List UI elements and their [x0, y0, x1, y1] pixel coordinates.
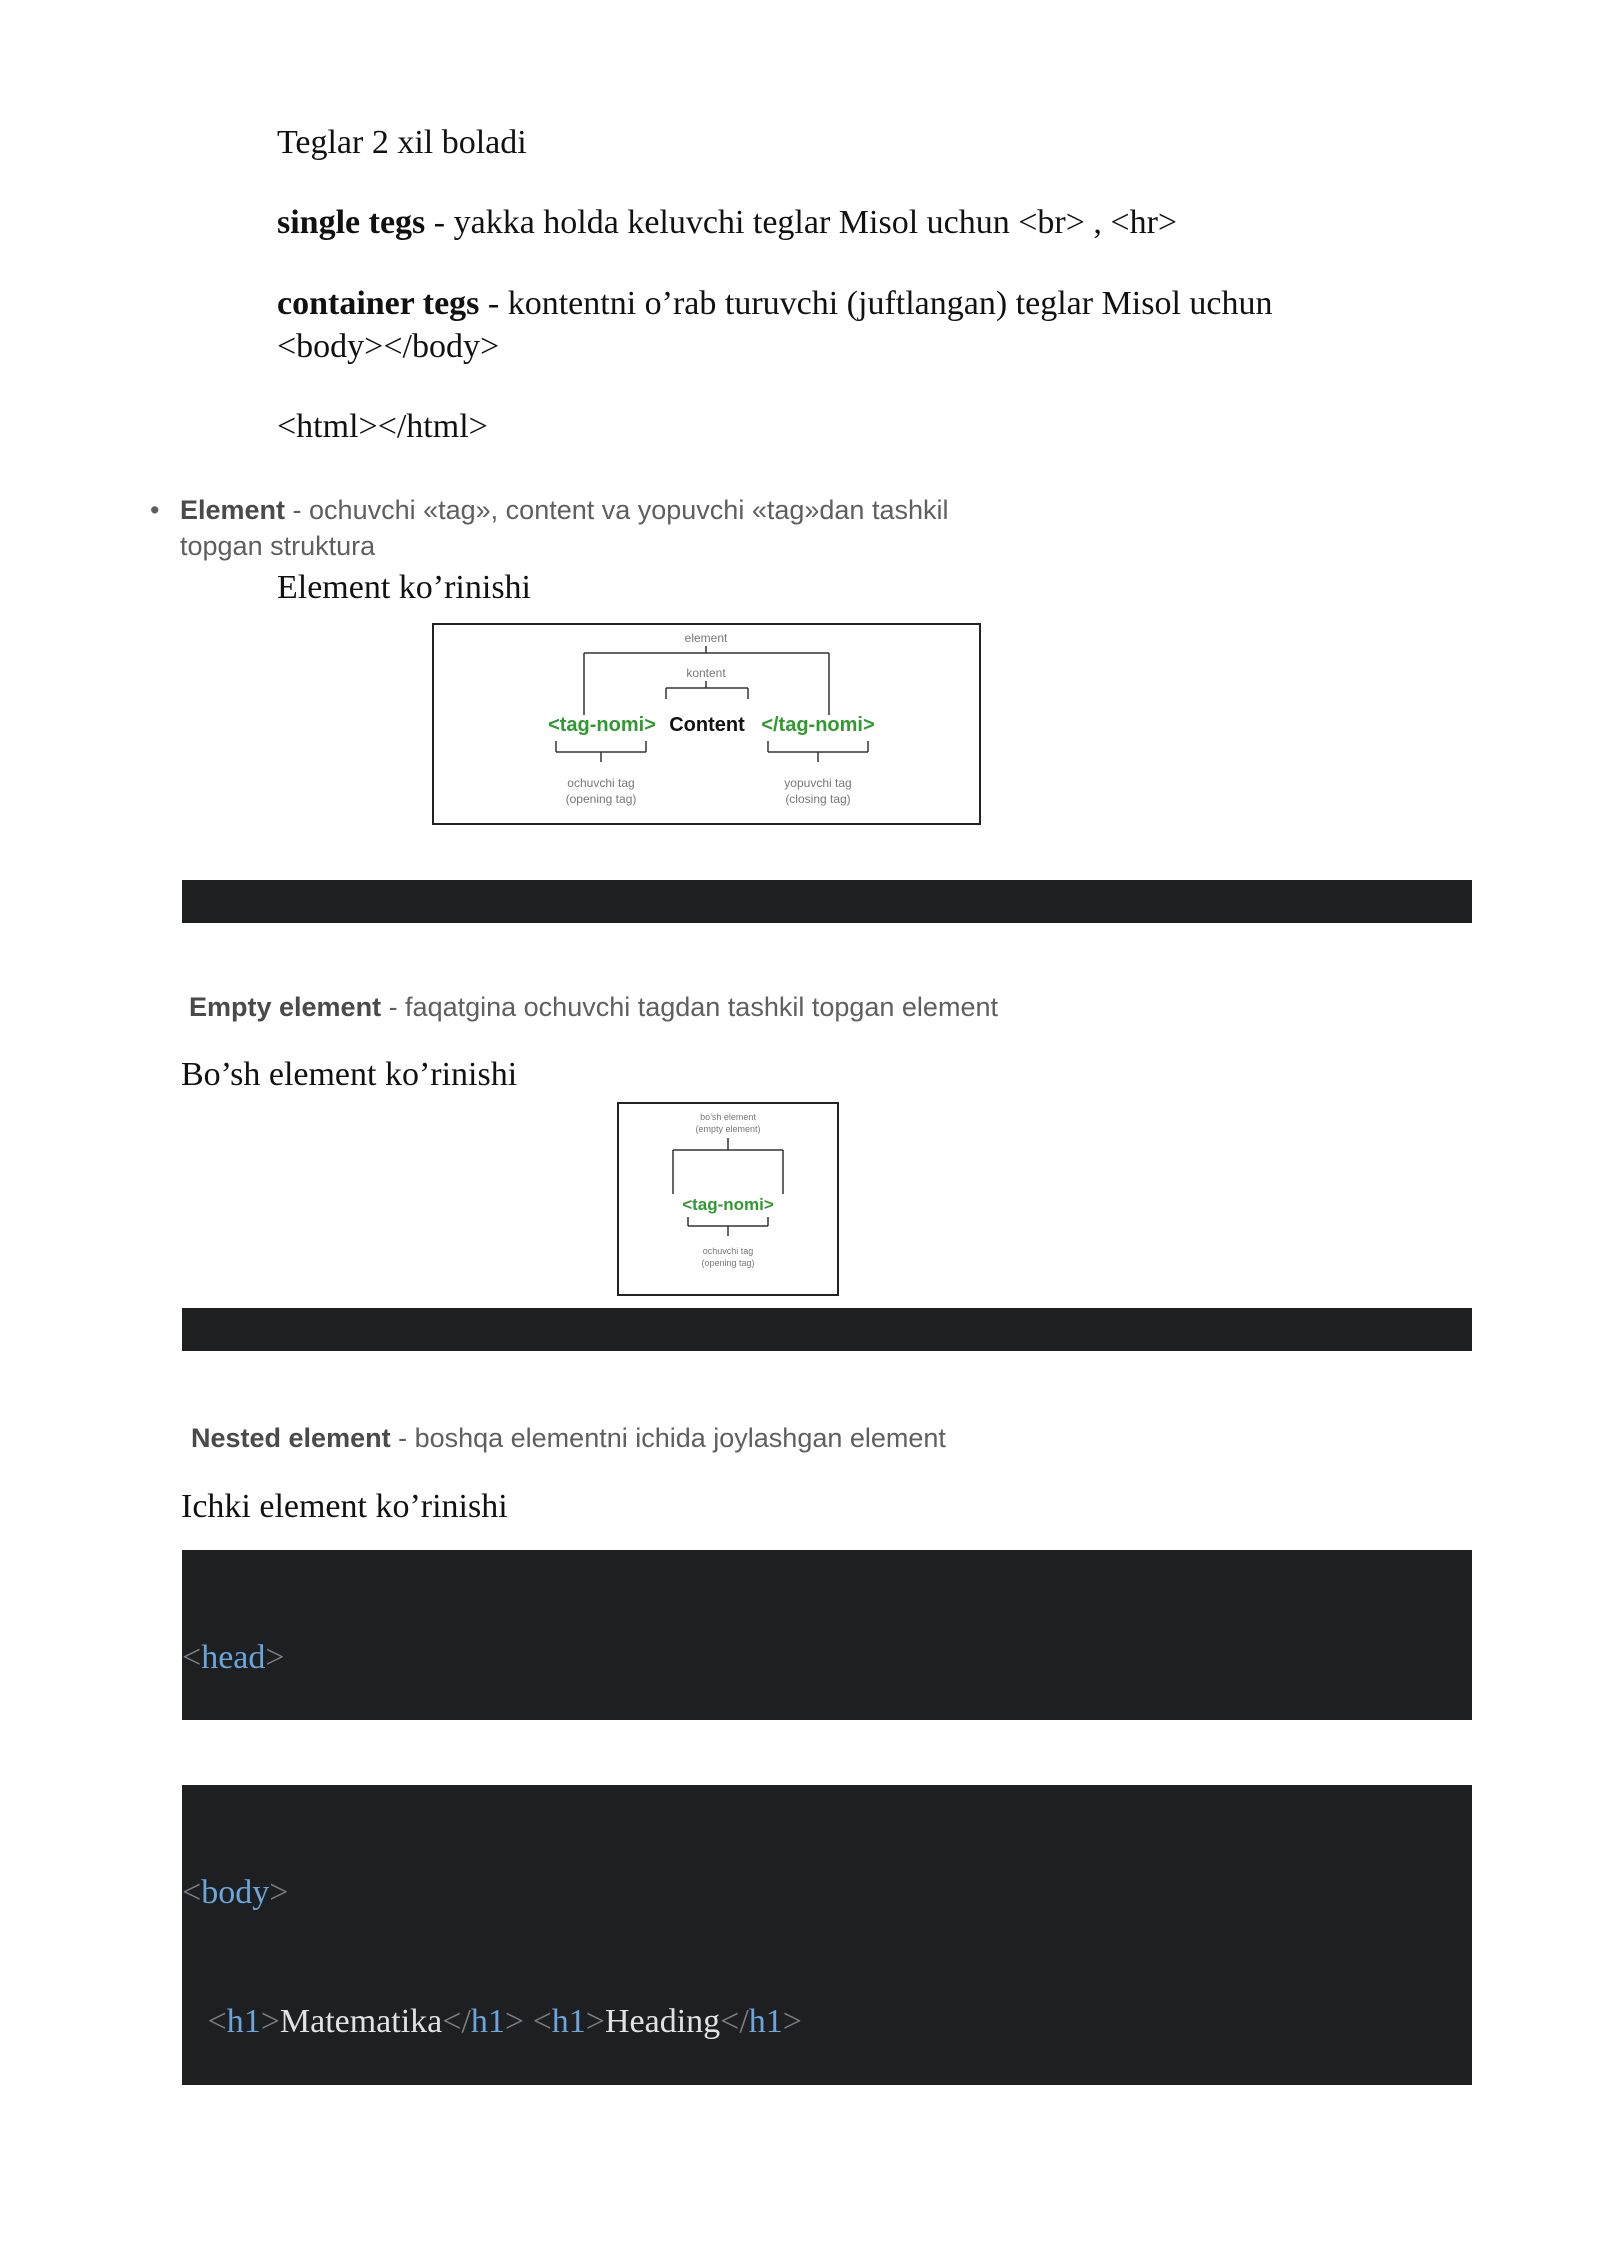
empty-element-definition: [189, 989, 998, 1025]
element-bullet: •: [150, 495, 160, 525]
single-tags-line: [277, 201, 1177, 244]
diagram-content-text: Content: [669, 714, 745, 736]
code-block-h1: [182, 880, 1472, 923]
code-text: Matematika: [279, 2003, 443, 2040]
element-diagram: [432, 623, 981, 825]
empty-element-term: Empty element: [189, 992, 382, 1022]
intro-heading: Teglar 2 xil boladi: [277, 124, 527, 161]
code-bracket: </: [442, 2003, 471, 2040]
diagram-closing-label: yopuvchi tag: [784, 776, 852, 790]
code-block-img: [182, 1308, 1472, 1351]
single-tags-description: - yakka holda keluvchi teglar Misol uchun <br> , <hr>: [425, 204, 1178, 241]
element-caption: Element ko’rinishi: [277, 569, 532, 606]
nested-element-term: Nested element: [191, 1423, 391, 1453]
code-line: [182, 1636, 1472, 1679]
code-bracket: >: [782, 2003, 802, 2040]
code-block-head: [182, 1550, 1472, 1720]
element-term: Element: [180, 495, 286, 525]
diagram-element-label: element: [684, 631, 728, 645]
code-bracket: >: [504, 2003, 525, 2040]
container-tags-line: [277, 282, 1273, 325]
code-block-body: [182, 1785, 1472, 2085]
container-tags-example: <body></body>: [277, 328, 500, 365]
empty-element-caption: Bo’sh element ko’rinishi: [181, 1056, 518, 1093]
code-bracket: >: [260, 2003, 280, 2040]
code-bracket: >: [269, 1874, 289, 1911]
container-tags-term: container tegs: [277, 285, 480, 322]
diagram-open-tag: <tag-nomi>: [548, 714, 656, 736]
element-definition-line2: topgan struktura: [180, 531, 376, 561]
code-bracket: >: [265, 1639, 285, 1676]
empty-diagram-label-en: (opening tag): [701, 1258, 755, 1268]
nested-element-definition: [191, 1420, 946, 1456]
code-tag: h1: [551, 2003, 586, 2040]
nested-element-caption: Ichki element ko’rinishi: [181, 1488, 508, 1525]
code-tag: h1: [748, 2003, 783, 2040]
empty-diagram-title: bo’sh element: [700, 1112, 756, 1122]
code-bracket: <: [207, 2003, 227, 2040]
container-tags-description: - kontentni o’rab turuvchi (juftlangan) teglar Misol uchun: [479, 285, 1273, 322]
code-tag: head: [201, 1639, 266, 1676]
code-tag: h1: [470, 2003, 505, 2040]
empty-diagram-label: ochuvchi tag: [702, 1246, 754, 1256]
code-space: [524, 2003, 533, 2040]
code-bracket: <: [532, 2003, 552, 2040]
code-bracket: <: [182, 1874, 202, 1911]
element-description: - ochuvchi «tag», content va yopuvchi «tag»dan tashkil: [285, 495, 949, 525]
empty-diagram-tag: <tag-nomi>: [682, 1195, 774, 1214]
code-bracket: >: [585, 2003, 605, 2040]
diagram-opening-label: ochuvchi tag: [567, 776, 635, 790]
code-text: Heading: [604, 2003, 721, 2040]
nested-element-description: - boshqa elementni ichida joylashgan element: [390, 1423, 946, 1453]
empty-element-diagram: [617, 1102, 839, 1296]
code-line: [182, 1871, 1472, 1914]
diagram-close-tag: </tag-nomi>: [761, 714, 875, 736]
element-definition-line1: [180, 492, 948, 528]
code-tag: h1: [226, 2003, 261, 2040]
diagram-kontent-label: kontent: [686, 666, 726, 680]
code-bracket: </: [720, 2003, 749, 2040]
diagram-opening-label-en: (opening tag): [565, 792, 637, 806]
single-tags-term: single tegs: [277, 204, 426, 241]
empty-element-description: - faqatgina ochuvchi tagdan tashkil topgan element: [381, 992, 998, 1022]
diagram-closing-label-en: (closing tag): [785, 792, 851, 806]
empty-diagram-title-en: (empty element): [695, 1124, 761, 1134]
code-tag: body: [201, 1874, 270, 1911]
code-bracket: <: [182, 1639, 202, 1676]
code-line: [182, 2000, 1472, 2043]
html-tag-example: <html></html>: [277, 408, 488, 445]
